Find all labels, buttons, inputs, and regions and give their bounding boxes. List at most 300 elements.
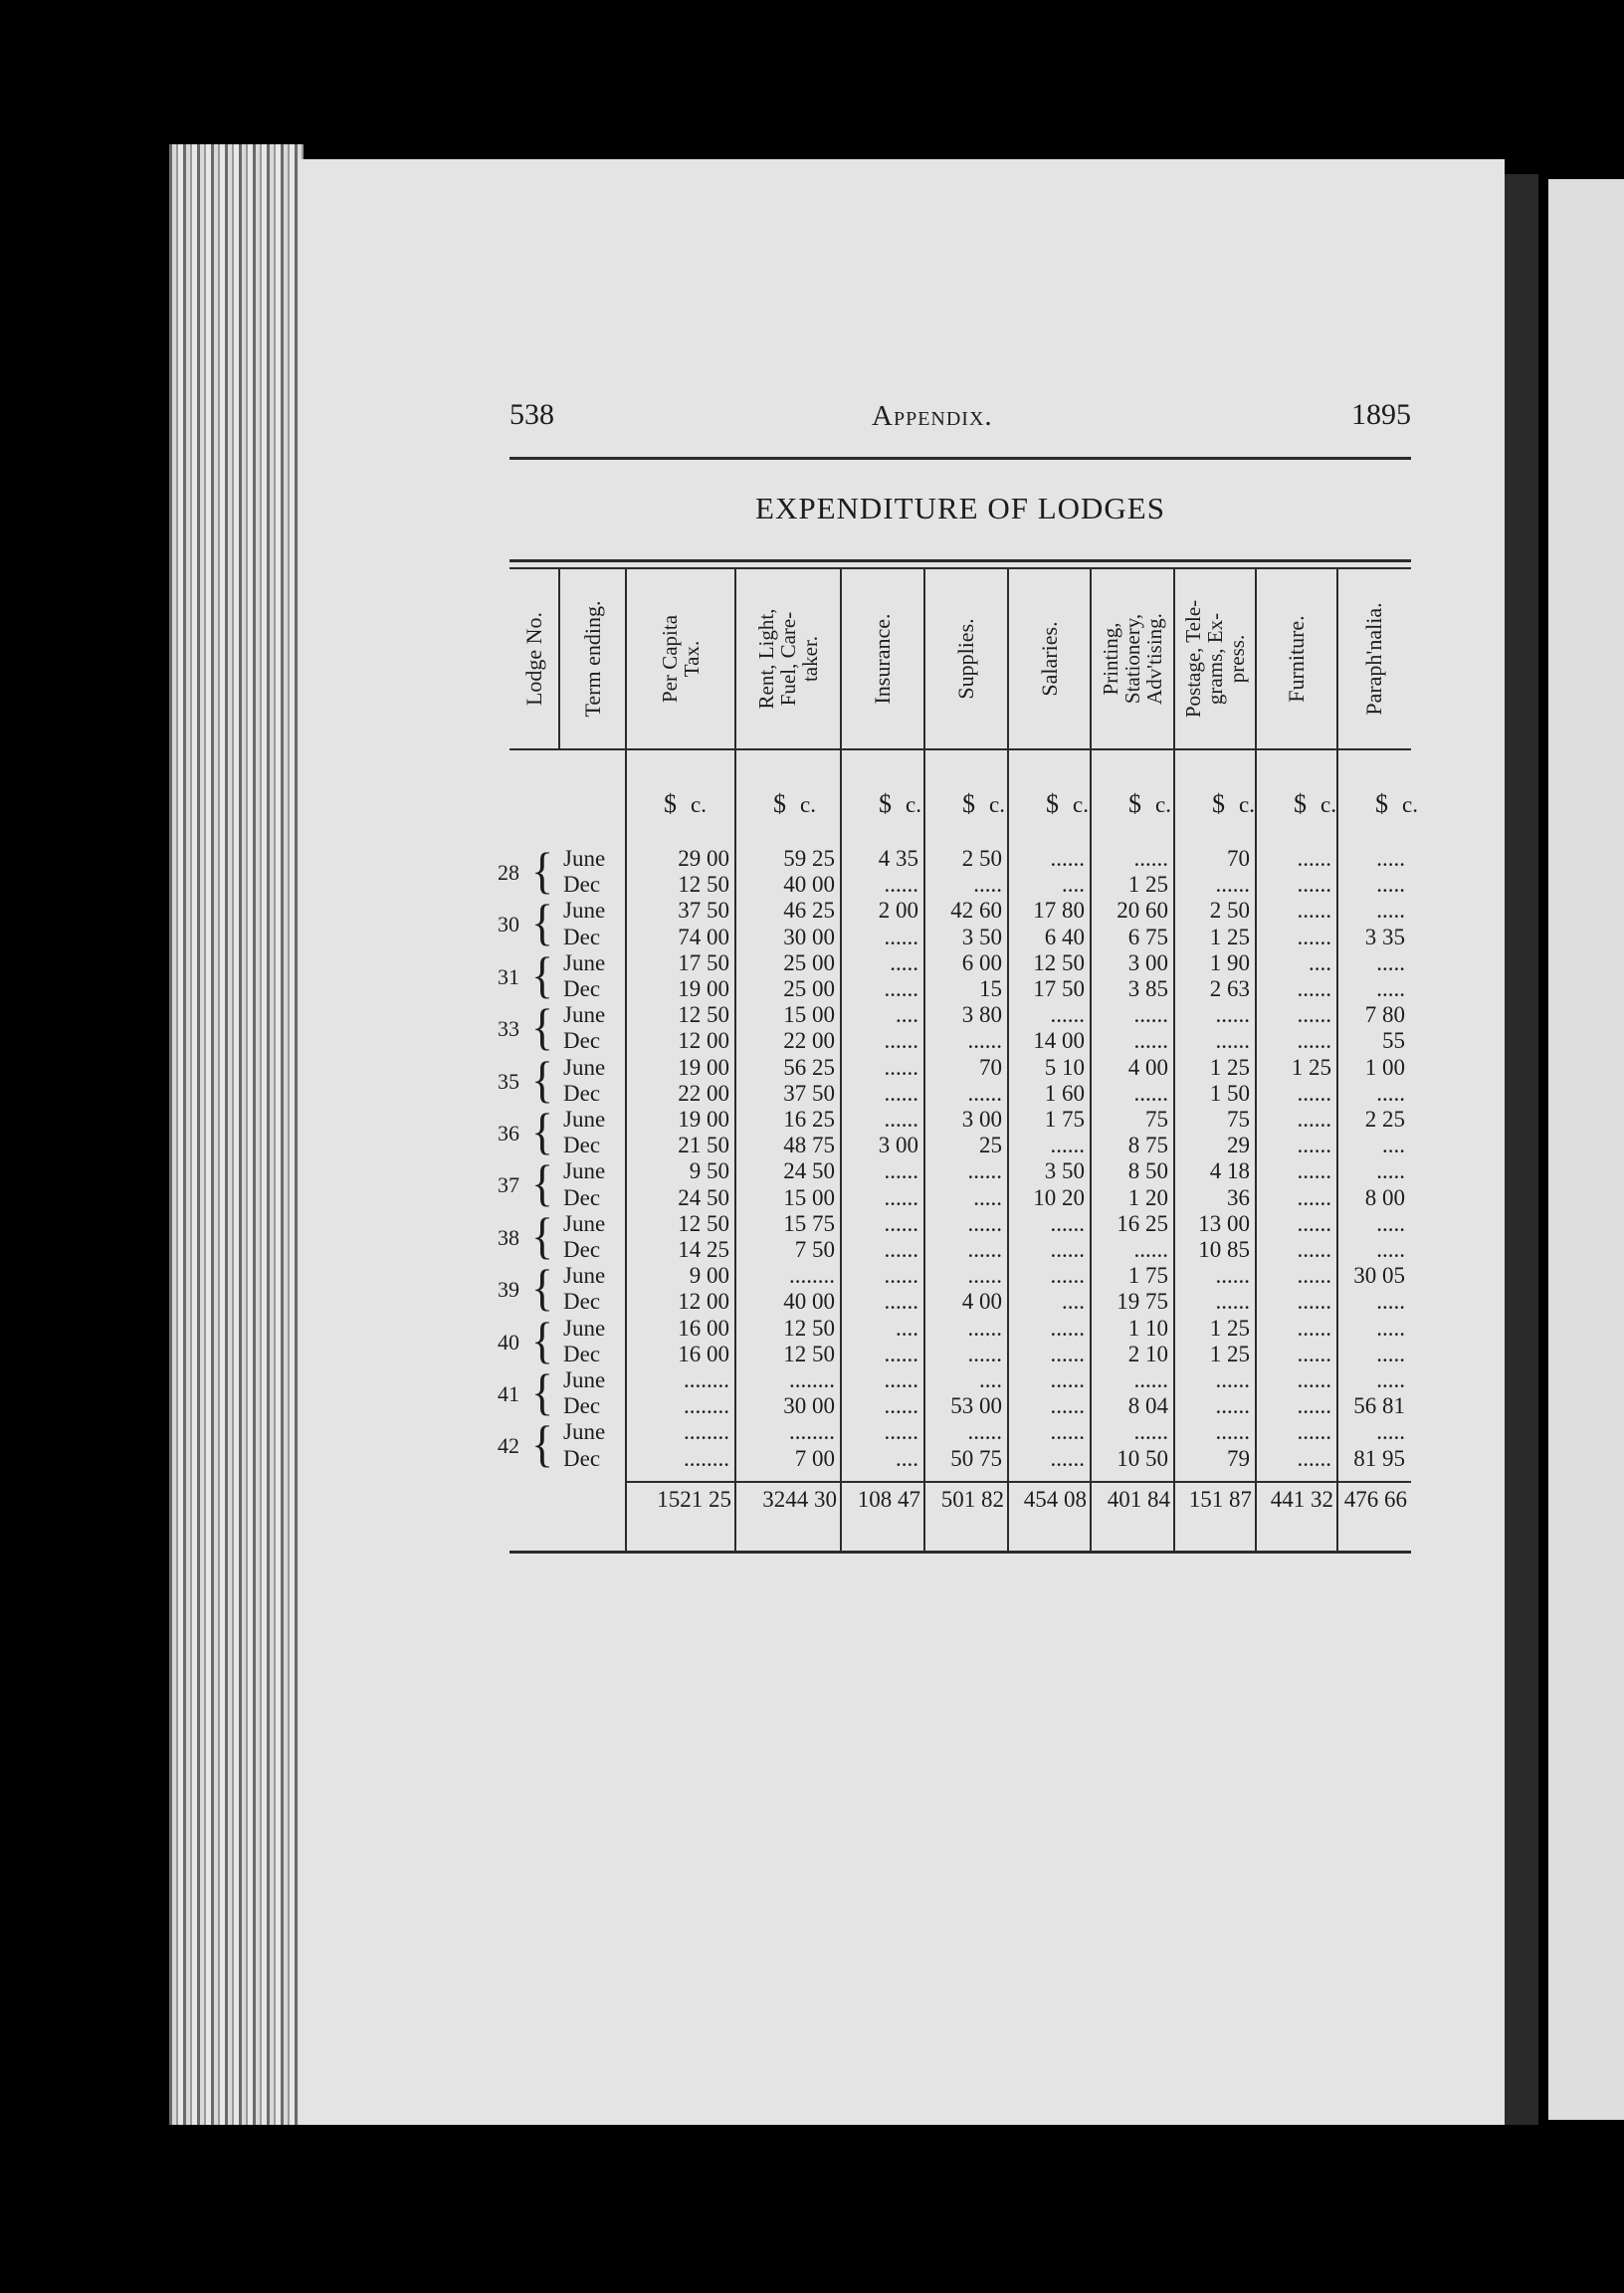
table-cell-per_capita: ........	[684, 1419, 729, 1445]
brace-glyph: {	[531, 894, 554, 950]
table-cell-postage: ......	[1215, 1419, 1250, 1445]
table-cell-per_capita: 19 00	[678, 1054, 729, 1080]
table-cell-furniture: ......	[1297, 1158, 1331, 1184]
table-cell-postage: 13 00	[1198, 1210, 1250, 1236]
book-binding	[1505, 174, 1538, 2125]
table-cell-per_capita: 12 50	[678, 872, 729, 898]
table-cell-per_capita: 12 00	[678, 1028, 729, 1054]
table-cell-salaries: ......	[1050, 1002, 1085, 1028]
lodge-number: 42	[498, 1433, 519, 1459]
column-rule	[558, 569, 560, 748]
table-cell-postage: 1 90	[1209, 949, 1250, 975]
table-cell-printing: 8 75	[1127, 1133, 1168, 1158]
table-cell-per_capita: 14 25	[678, 1237, 729, 1262]
table-cell-furniture: ......	[1297, 846, 1331, 871]
table-cell-insurance: 3 00	[878, 1133, 918, 1158]
table-cell-rent: 7 50	[794, 1237, 835, 1262]
totals-rule	[626, 1481, 1411, 1483]
term-ending: June	[563, 1315, 606, 1341]
table-cell-postage: ......	[1215, 1002, 1250, 1028]
table-cell-per_capita: 19 00	[678, 1107, 729, 1132]
term-ending: Dec	[563, 1289, 601, 1315]
table-cell-printing: 1 20	[1127, 1184, 1168, 1210]
table-cell-supplies: 6 00	[961, 949, 1002, 975]
table-cell-insurance: ......	[884, 1289, 918, 1315]
table-cell-paraphernalia: 56 81	[1353, 1393, 1405, 1419]
lodge-number: 38	[498, 1224, 519, 1250]
total-furniture: 441 32	[1270, 1487, 1333, 1512]
table-cell-paraphernalia: .....	[1376, 1080, 1405, 1106]
table-cell-salaries: 12 50	[1033, 949, 1085, 975]
table-cell-supplies: 25	[979, 1133, 1002, 1158]
table-cell-rent: 15 75	[783, 1210, 835, 1236]
header-rule	[509, 457, 1411, 460]
table-cell-furniture: ......	[1297, 1107, 1331, 1132]
header-bottom-rule	[509, 748, 1411, 750]
table-cell-salaries: 14 00	[1033, 1028, 1085, 1054]
column-header-label: Printing, Stationery, Adv'tising.	[1099, 613, 1166, 705]
lodge-number: 40	[498, 1329, 519, 1355]
table-cell-per_capita: ........	[684, 1445, 729, 1471]
table-cell-insurance: ....	[896, 1002, 918, 1028]
table-cell-furniture: ......	[1297, 1210, 1331, 1236]
currency-label: $ c.	[1046, 789, 1089, 818]
term-ending: June	[563, 1107, 606, 1132]
term-ending: June	[563, 1263, 606, 1289]
table-cell-supplies: .....	[973, 872, 1002, 898]
lodge-number: 30	[498, 912, 519, 938]
table-cell-supplies: ......	[967, 1419, 1002, 1445]
table-cell-insurance: ......	[884, 1054, 918, 1080]
table-cell-salaries: ......	[1050, 846, 1085, 871]
running-header	[509, 398, 1411, 438]
table-cell-paraphernalia: 1 00	[1364, 1054, 1405, 1080]
term-ending: Dec	[563, 976, 601, 1001]
total-insurance: 108 47	[857, 1487, 920, 1512]
term-ending: Dec	[563, 1445, 601, 1471]
table-cell-printing: 2 10	[1127, 1341, 1168, 1366]
table-cell-rent: 12 50	[783, 1341, 835, 1366]
table-cell-salaries: 1 60	[1044, 1080, 1085, 1106]
table-cell-paraphernalia: .....	[1376, 976, 1405, 1001]
total-salaries: 454 08	[1023, 1487, 1087, 1512]
table-cell-paraphernalia: .....	[1376, 846, 1405, 871]
table-cell-supplies: .....	[973, 1184, 1002, 1210]
running-title: Appendix.	[872, 400, 993, 432]
brace-glyph: {	[531, 946, 554, 1003]
table-cell-per_capita: 12 50	[678, 1002, 729, 1028]
table-cell-paraphernalia: 81 95	[1353, 1445, 1405, 1471]
table-cell-printing: 8 50	[1127, 1158, 1168, 1184]
brace-glyph: {	[531, 1259, 554, 1316]
table-cell-rent: ........	[789, 1367, 835, 1392]
table-cell-postage: 1 25	[1209, 1054, 1250, 1080]
brace-glyph: {	[531, 1154, 554, 1211]
term-ending: Dec	[563, 1184, 601, 1210]
table-cell-postage: ......	[1215, 872, 1250, 898]
lodge-number: 35	[498, 1068, 519, 1094]
table-cell-postage: 79	[1227, 1445, 1250, 1471]
currency-label: $ c.	[879, 789, 921, 818]
table-cell-supplies: ....	[979, 1367, 1002, 1392]
table-cell-rent: ........	[789, 1263, 835, 1289]
table-cell-paraphernalia: 2 25	[1364, 1107, 1405, 1132]
table-cell-insurance: .....	[890, 949, 918, 975]
table-cell-furniture: ......	[1297, 1028, 1331, 1054]
lodge-number: 41	[498, 1381, 519, 1406]
table-cell-printing: 1 10	[1127, 1315, 1168, 1341]
brace-glyph: {	[531, 1103, 554, 1159]
table-cell-postage: 4 18	[1209, 1158, 1250, 1184]
table-cell-paraphernalia: .....	[1376, 1315, 1405, 1341]
column-header-label: Lodge No.	[521, 611, 546, 707]
term-ending: June	[563, 1210, 606, 1236]
table-cell-salaries: 17 80	[1033, 898, 1085, 924]
table-cell-insurance: ......	[884, 1393, 918, 1419]
currency-label: $ c.	[1212, 789, 1255, 818]
term-ending: June	[563, 1002, 606, 1028]
table-cell-paraphernalia: .....	[1376, 1341, 1405, 1366]
table-cell-insurance: ......	[884, 1028, 918, 1054]
table-cell-salaries: ......	[1050, 1237, 1085, 1262]
column-header-label: Rent, Light, Fuel, Care- taker.	[754, 608, 822, 710]
table-cell-per_capita: ........	[684, 1367, 729, 1392]
table-cell-per_capita: ........	[684, 1393, 729, 1419]
term-ending: June	[563, 1054, 606, 1080]
table-cell-printing: 8 04	[1127, 1393, 1168, 1419]
column-header-label: Insurance.	[870, 613, 895, 705]
table-cell-rent: 24 50	[783, 1158, 835, 1184]
table-cell-rent: 15 00	[783, 1002, 835, 1028]
table-cell-rent: 22 00	[783, 1028, 835, 1054]
table-cell-insurance: ......	[884, 924, 918, 949]
table-cell-per_capita: 19 00	[678, 976, 729, 1001]
table-cell-printing: ......	[1133, 1002, 1168, 1028]
table-cell-furniture: ......	[1297, 1133, 1331, 1158]
total-per_capita: 1521 25	[657, 1487, 731, 1512]
table-cell-per_capita: 29 00	[678, 846, 729, 871]
term-ending: Dec	[563, 872, 601, 898]
table-cell-salaries: ......	[1050, 1263, 1085, 1289]
total-printing: 401 84	[1107, 1487, 1170, 1512]
brace-glyph: {	[531, 1311, 554, 1368]
currency-label: $ c.	[1375, 789, 1418, 818]
table-cell-insurance: ......	[884, 1184, 918, 1210]
table-cell-supplies: ......	[967, 1158, 1002, 1184]
year: 1895	[1351, 398, 1411, 431]
table-cell-paraphernalia: 7 80	[1364, 1002, 1405, 1028]
brace-glyph: {	[531, 1207, 554, 1264]
table-cell-supplies: ......	[967, 1028, 1002, 1054]
table-cell-supplies: 15	[979, 976, 1002, 1001]
table-cell-insurance: ......	[884, 976, 918, 1001]
table-cell-printing: 19 75	[1116, 1289, 1168, 1315]
table-cell-salaries: 10 20	[1033, 1184, 1085, 1210]
lodge-number: 28	[498, 860, 519, 885]
table-cell-supplies: 50 75	[950, 1445, 1002, 1471]
table-cell-rent: 15 00	[783, 1184, 835, 1210]
table-cell-supplies: 3 50	[961, 924, 1002, 949]
table-cell-per_capita: 16 00	[678, 1341, 729, 1366]
table-cell-furniture: ......	[1297, 1341, 1331, 1366]
table-cell-salaries: 5 10	[1044, 1054, 1085, 1080]
table-cell-salaries: ......	[1050, 1445, 1085, 1471]
table-cell-supplies: 4 00	[961, 1289, 1002, 1315]
table-cell-supplies: ......	[967, 1315, 1002, 1341]
table-cell-per_capita: 9 50	[689, 1158, 729, 1184]
table-cell-insurance: ......	[884, 1263, 918, 1289]
table-cell-salaries: ......	[1050, 1341, 1085, 1366]
term-ending: June	[563, 898, 606, 924]
table-cell-rent: 25 00	[783, 949, 835, 975]
table-cell-supplies: ......	[967, 1263, 1002, 1289]
column-header-label: Paraph'nalia.	[1361, 602, 1386, 716]
table-cell-paraphernalia: .....	[1376, 1237, 1405, 1262]
table-cell-printing: 3 85	[1127, 976, 1168, 1001]
table-cell-per_capita: 9 00	[689, 1263, 729, 1289]
table-cell-salaries: ......	[1050, 1419, 1085, 1445]
table-cell-postage: 1 25	[1209, 1341, 1250, 1366]
term-ending: Dec	[563, 1341, 601, 1366]
table-cell-insurance: ......	[884, 1367, 918, 1392]
currency-label: $ c.	[962, 789, 1005, 818]
table-cell-insurance: ......	[884, 1158, 918, 1184]
table-cell-printing: ......	[1133, 846, 1168, 871]
table-cell-postage: 1 25	[1209, 924, 1250, 949]
column-header-label: Per Capita Tax.	[658, 614, 704, 704]
table-cell-furniture: ......	[1297, 898, 1331, 924]
lodge-number: 33	[498, 1016, 519, 1042]
table-cell-supplies: 3 00	[961, 1107, 1002, 1132]
table-cell-rent: 37 50	[783, 1080, 835, 1106]
table-cell-rent: 12 50	[783, 1315, 835, 1341]
table-cell-insurance: ......	[884, 1419, 918, 1445]
table-cell-per_capita: 21 50	[678, 1133, 729, 1158]
table-cell-postage: 10 85	[1198, 1237, 1250, 1262]
table-cell-furniture: ......	[1297, 1367, 1331, 1392]
brace-glyph: {	[531, 1050, 554, 1108]
table-cell-printing: 75	[1145, 1107, 1168, 1132]
table-cell-postage: 29	[1227, 1133, 1250, 1158]
table-top-rule-thin	[509, 567, 1411, 569]
table-cell-rent: 46 25	[783, 898, 835, 924]
table-cell-printing: 1 75	[1127, 1263, 1168, 1289]
table-cell-printing: 6 75	[1127, 924, 1168, 949]
term-ending: Dec	[563, 1028, 601, 1054]
table-cell-paraphernalia: .....	[1376, 949, 1405, 975]
table-cell-furniture: ......	[1297, 872, 1331, 898]
table-cell-supplies: 70	[979, 1054, 1002, 1080]
total-postage: 151 87	[1188, 1487, 1252, 1512]
table-cell-paraphernalia: ....	[1382, 1133, 1405, 1158]
table-cell-postage: 75	[1227, 1107, 1250, 1132]
table-cell-per_capita: 12 00	[678, 1289, 729, 1315]
term-ending: Dec	[563, 924, 601, 949]
term-ending: June	[563, 1158, 606, 1184]
table-cell-furniture: ......	[1297, 1237, 1331, 1262]
table-cell-per_capita: 37 50	[678, 898, 729, 924]
table-cell-supplies: 53 00	[950, 1393, 1002, 1419]
table-cell-supplies: ......	[967, 1210, 1002, 1236]
table-cell-salaries: ......	[1050, 1133, 1085, 1158]
table-top-rule	[509, 559, 1411, 562]
table-cell-postage: ......	[1215, 1289, 1250, 1315]
page-stack-edges	[169, 144, 304, 2125]
table-cell-rent: 25 00	[783, 976, 835, 1001]
table-cell-per_capita: 22 00	[678, 1080, 729, 1106]
lodge-number: 31	[498, 963, 519, 989]
table-cell-postage: ......	[1215, 1263, 1250, 1289]
currency-label: $ c.	[1128, 789, 1171, 818]
table-cell-printing: ......	[1133, 1419, 1168, 1445]
table-cell-printing: ......	[1133, 1367, 1168, 1392]
table-cell-printing: ......	[1133, 1080, 1168, 1106]
table-cell-rent: 30 00	[783, 924, 835, 949]
table-cell-insurance: ......	[884, 1107, 918, 1132]
brace-glyph: {	[531, 1363, 554, 1420]
table-cell-printing: 3 00	[1127, 949, 1168, 975]
table-cell-salaries: ....	[1062, 872, 1085, 898]
table-cell-postage: 36	[1227, 1184, 1250, 1210]
table-cell-postage: ......	[1215, 1028, 1250, 1054]
table-cell-rent: ........	[789, 1419, 835, 1445]
column-header-label: Salaries.	[1036, 621, 1062, 697]
table-cell-furniture: ......	[1297, 1263, 1331, 1289]
table-cell-paraphernalia: .....	[1376, 898, 1405, 924]
total-paraphernalia: 476 66	[1343, 1487, 1407, 1512]
table-cell-insurance: ......	[884, 1080, 918, 1106]
table-cell-printing: 1 25	[1127, 872, 1168, 898]
brace-glyph: {	[531, 1415, 554, 1472]
term-ending: Dec	[563, 1080, 601, 1106]
table-cell-postage: 1 50	[1209, 1080, 1250, 1106]
table-cell-paraphernalia: .....	[1376, 1210, 1405, 1236]
table-cell-printing: 10 50	[1116, 1445, 1168, 1471]
table-cell-per_capita: 74 00	[678, 924, 729, 949]
term-ending: Dec	[563, 1237, 601, 1262]
table-cell-paraphernalia: 30 05	[1353, 1263, 1405, 1289]
table-cell-furniture: ......	[1297, 1315, 1331, 1341]
term-ending: Dec	[563, 1133, 601, 1158]
page-number: 538	[509, 398, 554, 431]
table-cell-paraphernalia: .....	[1376, 1158, 1405, 1184]
table-cell-insurance: ......	[884, 872, 918, 898]
table-cell-supplies: 42 60	[950, 898, 1002, 924]
table-cell-insurance: ....	[896, 1445, 918, 1471]
term-ending: June	[563, 949, 606, 975]
table-cell-salaries: 1 75	[1044, 1107, 1085, 1132]
table-cell-paraphernalia: 55	[1382, 1028, 1405, 1054]
table-cell-furniture: ......	[1297, 1393, 1331, 1419]
column-header-label: Furniture.	[1284, 615, 1309, 703]
table-cell-furniture: ......	[1297, 1419, 1331, 1445]
table-cell-furniture: ......	[1297, 1289, 1331, 1315]
table-cell-printing: 4 00	[1127, 1054, 1168, 1080]
table-cell-salaries: ......	[1050, 1210, 1085, 1236]
table-cell-rent: 56 25	[783, 1054, 835, 1080]
table-cell-printing: ......	[1133, 1028, 1168, 1054]
table-cell-furniture: ......	[1297, 924, 1331, 949]
table-cell-supplies: ......	[967, 1237, 1002, 1262]
table-cell-supplies: ......	[967, 1080, 1002, 1106]
table-cell-salaries: ....	[1062, 1289, 1085, 1315]
table-cell-paraphernalia: .....	[1376, 1289, 1405, 1315]
table-cell-per_capita: 24 50	[678, 1184, 729, 1210]
brace-glyph: {	[531, 842, 554, 899]
lodge-number: 39	[498, 1277, 519, 1303]
table-cell-furniture: 1 25	[1291, 1054, 1331, 1080]
table-cell-rent: 40 00	[783, 1289, 835, 1315]
table-title: EXPENDITURE OF LODGES	[755, 491, 1165, 525]
lodge-number: 37	[498, 1172, 519, 1198]
table-cell-insurance: ....	[896, 1315, 918, 1341]
table-cell-rent: 16 25	[783, 1107, 835, 1132]
term-ending: Dec	[563, 1393, 601, 1419]
currency-label: $ c.	[664, 789, 707, 818]
table-cell-furniture: ....	[1309, 949, 1331, 975]
table-cell-insurance: 2 00	[878, 898, 918, 924]
table-cell-rent: 30 00	[783, 1393, 835, 1419]
column-header-label: Postage, Tele- grams, Ex- press.	[1181, 599, 1249, 719]
table-cell-salaries: ......	[1050, 1367, 1085, 1392]
total-rent: 3244 30	[762, 1487, 837, 1512]
table-cell-per_capita: 12 50	[678, 1210, 729, 1236]
table-cell-paraphernalia: 8 00	[1364, 1184, 1405, 1210]
table-cell-postage: 70	[1227, 846, 1250, 871]
table-cell-printing: 16 25	[1116, 1210, 1168, 1236]
table-cell-supplies: ......	[967, 1341, 1002, 1366]
table-cell-salaries: ......	[1050, 1315, 1085, 1341]
table-cell-insurance: ......	[884, 1237, 918, 1262]
table-cell-postage: 2 63	[1209, 976, 1250, 1001]
table-cell-furniture: ......	[1297, 1184, 1331, 1210]
table-cell-salaries: 3 50	[1044, 1158, 1085, 1184]
total-supplies: 501 82	[940, 1487, 1004, 1512]
table-cell-supplies: 2 50	[961, 846, 1002, 871]
term-ending: June	[563, 1419, 606, 1445]
table-cell-postage: ......	[1215, 1367, 1250, 1392]
table-cell-printing: 20 60	[1116, 898, 1168, 924]
lodge-number: 36	[498, 1121, 519, 1146]
table-cell-furniture: ......	[1297, 1002, 1331, 1028]
table-cell-salaries: 6 40	[1044, 924, 1085, 949]
table-cell-insurance: ......	[884, 1210, 918, 1236]
table-cell-printing: ......	[1133, 1237, 1168, 1262]
column-header-label: Supplies.	[953, 618, 978, 700]
table-cell-salaries: ......	[1050, 1393, 1085, 1419]
table-cell-insurance: ......	[884, 1341, 918, 1366]
table-cell-per_capita: 17 50	[678, 949, 729, 975]
table-cell-rent: 7 00	[794, 1445, 835, 1471]
table-cell-postage: 2 50	[1209, 898, 1250, 924]
column-header-label: Term ending.	[579, 600, 605, 718]
table-cell-insurance: 4 35	[878, 846, 918, 871]
table-cell-salaries: 17 50	[1033, 976, 1085, 1001]
table-cell-paraphernalia: .....	[1376, 1419, 1405, 1445]
table-cell-per_capita: 16 00	[678, 1315, 729, 1341]
table-cell-postage: 1 25	[1209, 1315, 1250, 1341]
table-cell-paraphernalia: 3 35	[1364, 924, 1405, 949]
brace-glyph: {	[531, 998, 554, 1055]
table-cell-paraphernalia: .....	[1376, 1367, 1405, 1392]
facing-page	[1548, 179, 1624, 2120]
table-cell-furniture: ......	[1297, 1080, 1331, 1106]
table-cell-rent: 40 00	[783, 872, 835, 898]
table-cell-furniture: ......	[1297, 976, 1331, 1001]
term-ending: June	[563, 1367, 606, 1392]
currency-label: $ c.	[773, 789, 816, 818]
term-ending: June	[563, 846, 606, 871]
